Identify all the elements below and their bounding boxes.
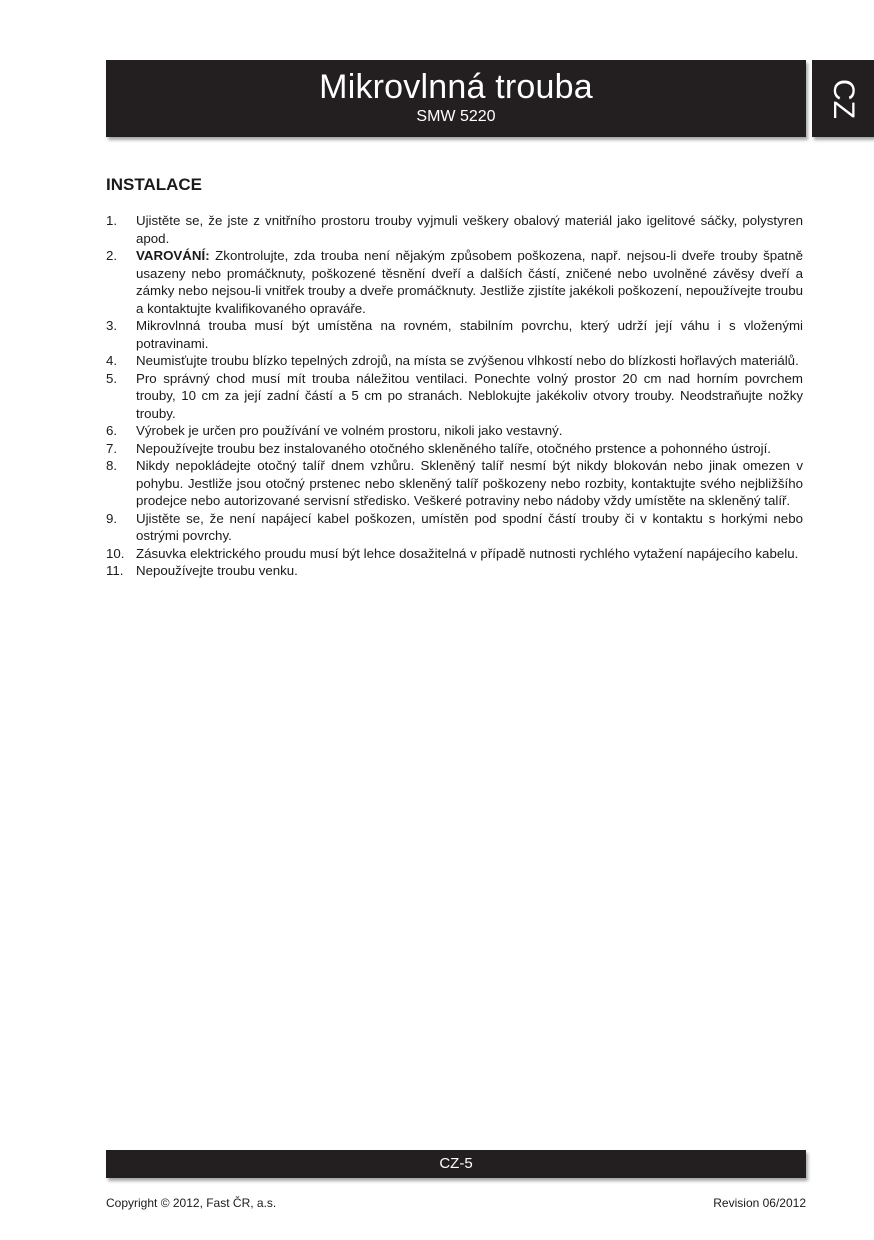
item-text: Nepoužívejte troubu bez instalovaného otočného skleněného talíře, otočného prstence a pohonného ústrojí. — [136, 440, 772, 456]
item-text: Nepoužívejte troubu venku. — [136, 563, 298, 578]
warning-label: VAROVÁNÍ: — [136, 248, 210, 263]
item-number: 7. — [106, 440, 118, 456]
item-number: 8. — [106, 458, 118, 473]
item-number: 4. — [106, 353, 118, 368]
page-title: Mikrovlnná trouba — [319, 68, 593, 106]
item-text: Ujistěte se, že není napájecí kabel poškozen, umístěn pod spodní částí trouby či v kontaktu s horkými nebo ostrými povrchy. — [136, 510, 803, 543]
section-title: INSTALACE — [106, 175, 203, 194]
item-number: 5. — [106, 370, 118, 386]
installation-steps — [106, 212, 803, 580]
copyright: Copyright © 2012, Fast ČR, a.s. — [106, 1196, 277, 1210]
footer-bar — [106, 1150, 806, 1178]
list-item — [106, 510, 803, 545]
item-number: 3. — [106, 318, 118, 333]
item-number: 10. — [106, 545, 125, 561]
revision: Revision 06/2012 — [713, 1196, 806, 1210]
item-number: 6. — [106, 423, 118, 438]
item-text: Pro správný chod musí mít trouba náležitou ventilaci. Ponechte volný prostor 20 cm nad horním povrchem trouby, 10 cm za její zadní částí a 5 cm po stranách. Neblokujte jakékoliv otvory trouby. Neodstraňujte nožky trouby. — [136, 370, 803, 421]
item-text: Zkontrolujte, zda trouba není nějakým způsobem poškozena, např. nejsou-li dveře trouby špatně usazeny nebo promáčknuty, poškozené těsnění dveří a dalších částí, zničené nebo uvolněné závěsy dveří a zámky nebo nejsou-li vnitřek trouby a dveře promáčknuty. Jestliže zjistíte jakékoli poškození, nepoužívejte troubu a kontaktujte kvalifikovaného opraváře. — [136, 248, 803, 316]
list-item — [106, 545, 803, 563]
item-text: Zásuvka elektrického proudu musí být lehce dosažitelná v případě nutnosti rychlého vytažení napájecího kabelu. — [136, 545, 799, 561]
list-item — [106, 212, 803, 247]
language-code: CZ — [827, 78, 860, 119]
item-text: Nikdy nepokládejte otočný talíř dnem vzhůru. Skleněný talíř nesmí být nikdy blokován nebo jinak omezen v pohybu. Jestliže jsou otočný prstenec nebo skleněný talíř poškozeny nebo rozbity, kontaktujte svého nejbližšího prodejce nebo autorizované servisní středisko. Veškeré potraviny nebo nádoby vždy umístěte na skleněný talíř. — [136, 458, 803, 508]
list-item — [106, 370, 803, 423]
list-item — [106, 457, 803, 510]
item-text: Neumisťujte troubu blízko tepelných zdrojů, na místa se zvýšenou vlhkostí nebo do blízkosti hořlavých materiálů. — [136, 353, 799, 368]
item-number: 9. — [106, 510, 118, 526]
item-text: Mikrovlnná trouba musí být umístěna na rovném, stabilním povrchu, který udrží její váhu i s vloženými potravinami. — [136, 318, 803, 351]
item-text: Ujistěte se, že jste z vnitřního prostoru trouby vyjmuli veškery obalový materiál jako igelitové sáčky, polystyren apod. — [136, 213, 803, 246]
header-bar — [106, 60, 806, 137]
item-number: 1. — [106, 213, 118, 228]
list-item — [106, 422, 803, 440]
item-number: 11. — [106, 563, 124, 578]
list-item — [106, 562, 803, 580]
list-item — [106, 352, 803, 370]
item-number: 2. — [106, 248, 118, 263]
page-number: CZ-5 — [439, 1155, 473, 1172]
list-item — [106, 440, 803, 458]
model-number: SMW 5220 — [416, 108, 496, 125]
list-item — [106, 317, 803, 352]
language-tab — [812, 60, 874, 137]
item-text: Výrobek je určen pro používání ve volném prostoru, nikoli jako vestavný. — [136, 423, 563, 438]
list-item — [106, 247, 803, 317]
